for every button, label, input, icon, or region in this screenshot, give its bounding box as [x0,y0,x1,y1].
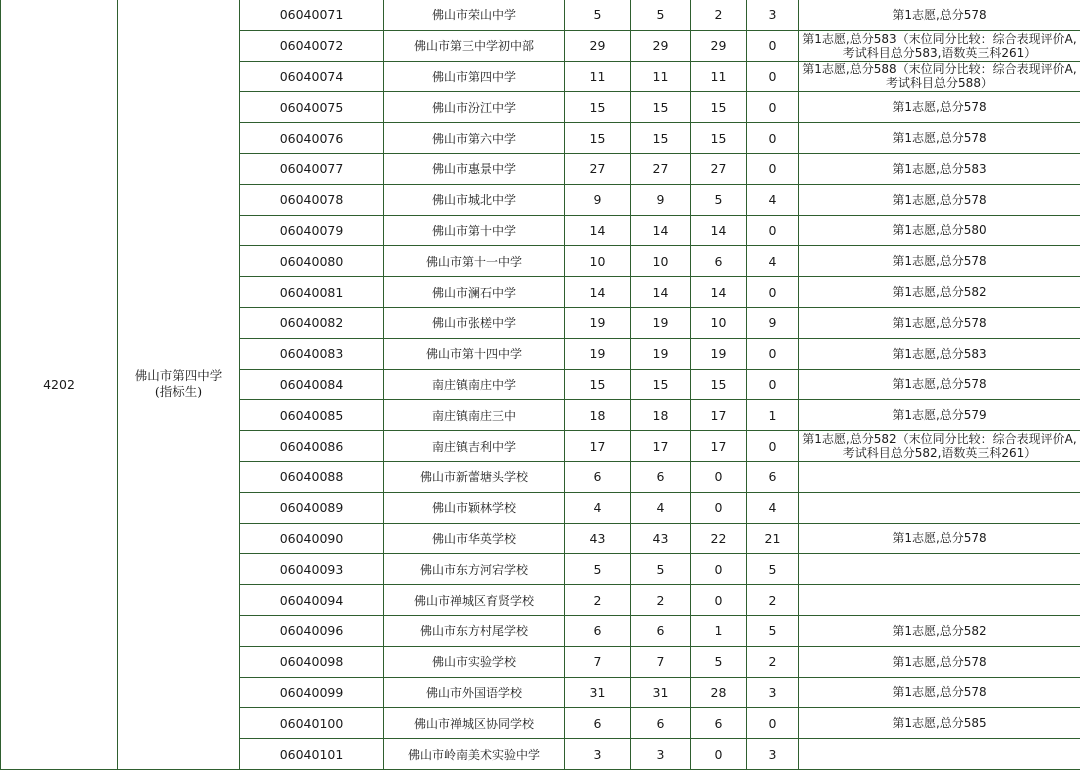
plan-count-cell: 5 [565,0,631,30]
applicant-count-cell: 14 [631,277,691,308]
applicant-count-cell: 6 [631,708,691,739]
remark-line-1: 第1志愿,总分585 [892,716,987,731]
remaining-count-cell: 0 [747,123,799,154]
applicant-count-cell: 15 [631,123,691,154]
batch-code-cell: 4202 [1,0,118,769]
remark-line-1: 第1志愿,总分578 [892,654,987,669]
remaining-count-cell: 0 [747,92,799,123]
plan-count-cell: 31 [565,677,631,708]
school-code-cell: 06040086 [240,431,384,462]
plan-count-cell: 7 [565,646,631,677]
remaining-count-cell: 0 [747,708,799,739]
remark-cell [799,246,1080,277]
admitted-count-cell: 17 [691,431,747,462]
admitted-count-cell: 5 [691,646,747,677]
applicant-count-cell: 5 [631,554,691,585]
school-name-cell: 佛山市澜石中学 [384,277,565,308]
remaining-count-cell: 1 [747,400,799,431]
admitted-count-cell: 15 [691,123,747,154]
remark-line-1: 第1志愿,总分578 [892,685,987,700]
plan-count-cell: 17 [565,431,631,462]
school-name-cell: 佛山市华英学校 [384,523,565,554]
remark-line-1: 第1志愿,总分579 [892,408,987,423]
remark-cell [799,708,1080,739]
remark-cell [799,461,1080,492]
remaining-count-cell: 0 [747,30,799,61]
applicant-count-cell: 7 [631,646,691,677]
remaining-count-cell: 21 [747,523,799,554]
remark-line-1: 第1志愿,总分578 [892,531,987,546]
school-name-cell: 佛山市张槎中学 [384,307,565,338]
school-code-cell: 06040094 [240,585,384,616]
remark-cell [799,61,1080,92]
school-code-cell: 06040079 [240,215,384,246]
remark-line-2: 考试科目总分583,语数英三科261） [842,45,1037,60]
plan-count-cell: 15 [565,123,631,154]
remark-cell [799,369,1080,400]
school-code-cell: 06040101 [240,739,384,770]
remark-cell [799,400,1080,431]
admitted-count-cell: 6 [691,246,747,277]
applicant-count-cell: 2 [631,585,691,616]
plan-count-cell: 3 [565,739,631,770]
school-code-cell: 06040099 [240,677,384,708]
school-name-cell: 佛山市第十中学 [384,215,565,246]
remaining-count-cell: 4 [747,246,799,277]
applicant-count-cell: 6 [631,615,691,646]
admitted-count-cell: 11 [691,61,747,92]
school-name-cell: 佛山市第十一中学 [384,246,565,277]
admitted-count-cell: 10 [691,307,747,338]
applicant-count-cell: 15 [631,92,691,123]
remark-cell [799,92,1080,123]
group-type: (指标生) [154,384,203,400]
plan-count-cell: 4 [565,492,631,523]
plan-count-cell: 10 [565,246,631,277]
school-code-cell: 06040072 [240,30,384,61]
school-code-cell: 06040080 [240,246,384,277]
remark-cell [799,492,1080,523]
applicant-count-cell: 10 [631,246,691,277]
remaining-count-cell: 0 [747,215,799,246]
remark-cell [799,554,1080,585]
admitted-count-cell: 29 [691,30,747,61]
remark-cell [799,0,1080,30]
remark-cell [799,307,1080,338]
remaining-count-cell: 4 [747,184,799,215]
admitted-count-cell: 0 [691,554,747,585]
remark-cell [799,277,1080,308]
remaining-count-cell: 0 [747,277,799,308]
school-code-cell: 06040083 [240,338,384,369]
admitted-count-cell: 27 [691,153,747,184]
school-name-cell: 佛山市第四中学 [384,61,565,92]
remark-line-1: 第1志愿,总分582 [892,285,987,300]
remaining-count-cell: 0 [747,153,799,184]
school-name-cell: 佛山市颖林学校 [384,492,565,523]
remark-line-1: 第1志愿,总分583（末位同分比较：综合表现评价A, [802,31,1077,46]
applicant-count-cell: 14 [631,215,691,246]
admitted-count-cell: 14 [691,277,747,308]
remark-line-1: 第1志愿,总分578 [892,192,987,207]
school-name-cell: 佛山市荣山中学 [384,0,565,30]
school-code-cell: 06040084 [240,369,384,400]
remaining-count-cell: 2 [747,646,799,677]
group-name: 佛山市第四中学 [134,368,223,384]
school-code-cell: 06040089 [240,492,384,523]
remaining-count-cell: 0 [747,61,799,92]
school-name-cell: 佛山市惠景中学 [384,153,565,184]
admitted-count-cell: 0 [691,585,747,616]
remaining-count-cell: 3 [747,739,799,770]
school-code-cell: 06040081 [240,277,384,308]
school-name-cell: 佛山市汾江中学 [384,92,565,123]
plan-count-cell: 19 [565,338,631,369]
remaining-count-cell: 5 [747,554,799,585]
school-code-cell: 06040098 [240,646,384,677]
remark-cell [799,153,1080,184]
admitted-count-cell: 15 [691,92,747,123]
remark-cell [799,30,1080,61]
school-code-cell: 06040076 [240,123,384,154]
remaining-count-cell: 0 [747,431,799,462]
remark-line-1: 第1志愿,总分578 [892,7,987,22]
school-code-cell: 06040096 [240,615,384,646]
remark-cell [799,585,1080,616]
school-code-cell: 06040093 [240,554,384,585]
remark-cell [799,123,1080,154]
remark-line-1: 第1志愿,总分580 [892,223,987,238]
school-name-cell: 佛山市第十四中学 [384,338,565,369]
applicant-count-cell: 19 [631,307,691,338]
plan-count-cell: 9 [565,184,631,215]
remark-line-1: 第1志愿,总分578 [892,100,987,115]
school-code-cell: 06040075 [240,92,384,123]
remaining-count-cell: 0 [747,369,799,400]
remaining-count-cell: 2 [747,585,799,616]
remaining-count-cell: 4 [747,492,799,523]
remark-line-1: 第1志愿,总分583 [892,161,987,176]
admitted-count-cell: 0 [691,461,747,492]
remark-line-1: 第1志愿,总分582（末位同分比较：综合表现评价A, [802,432,1077,447]
plan-count-cell: 43 [565,523,631,554]
school-code-cell: 06040090 [240,523,384,554]
remaining-count-cell: 3 [747,0,799,30]
plan-count-cell: 6 [565,708,631,739]
admitted-count-cell: 1 [691,615,747,646]
school-name-cell: 南庄镇南庄三中 [384,400,565,431]
applicant-count-cell: 3 [631,739,691,770]
admitted-count-cell: 28 [691,677,747,708]
plan-count-cell: 29 [565,30,631,61]
admitted-count-cell: 17 [691,400,747,431]
school-code-cell: 06040078 [240,184,384,215]
applicant-count-cell: 4 [631,492,691,523]
remark-cell [799,739,1080,770]
school-code-cell: 06040088 [240,461,384,492]
remark-cell [799,615,1080,646]
school-name-cell: 佛山市岭南美术实验中学 [384,739,565,770]
remark-line-1: 第1志愿,总分582 [892,623,987,638]
admitted-count-cell: 19 [691,338,747,369]
school-name-cell: 佛山市外国语学校 [384,677,565,708]
plan-count-cell: 11 [565,61,631,92]
applicant-count-cell: 31 [631,677,691,708]
remark-cell [799,646,1080,677]
school-name-cell: 佛山市东方村尾学校 [384,615,565,646]
plan-count-cell: 6 [565,615,631,646]
school-name-cell: 佛山市实验学校 [384,646,565,677]
plan-count-cell: 27 [565,153,631,184]
school-code-cell: 06040100 [240,708,384,739]
applicant-count-cell: 18 [631,400,691,431]
admitted-count-cell: 5 [691,184,747,215]
remark-cell [799,431,1080,462]
plan-count-cell: 14 [565,277,631,308]
admitted-count-cell: 2 [691,0,747,30]
remaining-count-cell: 9 [747,307,799,338]
applicant-count-cell: 5 [631,0,691,30]
applicant-count-cell: 19 [631,338,691,369]
school-name-cell: 佛山市禅城区协同学校 [384,708,565,739]
admitted-count-cell: 15 [691,369,747,400]
remaining-count-cell: 6 [747,461,799,492]
school-name-cell: 佛山市新蕾塘头学校 [384,461,565,492]
remaining-count-cell: 0 [747,338,799,369]
remark-cell [799,523,1080,554]
remark-cell [799,338,1080,369]
admission-group-cell [118,0,240,769]
applicant-count-cell: 9 [631,184,691,215]
school-code-cell: 06040074 [240,61,384,92]
plan-count-cell: 18 [565,400,631,431]
remark-line-1: 第1志愿,总分578 [892,254,987,269]
admitted-count-cell: 0 [691,492,747,523]
plan-count-cell: 6 [565,461,631,492]
school-code-cell: 06040085 [240,400,384,431]
applicant-count-cell: 27 [631,153,691,184]
admitted-count-cell: 22 [691,523,747,554]
school-name-cell: 佛山市第三中学初中部 [384,30,565,61]
remaining-count-cell: 3 [747,677,799,708]
school-code-cell: 06040071 [240,0,384,30]
plan-count-cell: 15 [565,92,631,123]
plan-count-cell: 14 [565,215,631,246]
school-name-cell: 南庄镇南庄中学 [384,369,565,400]
applicant-count-cell: 11 [631,61,691,92]
school-name-cell: 佛山市禅城区育贤学校 [384,585,565,616]
admitted-count-cell: 6 [691,708,747,739]
applicant-count-cell: 15 [631,369,691,400]
school-name-cell: 佛山市东方河宕学校 [384,554,565,585]
remark-line-1: 第1志愿,总分583 [892,346,987,361]
remark-line-1: 第1志愿,总分588（末位同分比较：综合表现评价A, [802,62,1077,77]
admitted-count-cell: 0 [691,739,747,770]
school-code-cell: 06040082 [240,307,384,338]
remark-line-1: 第1志愿,总分578 [892,377,987,392]
remark-line-1: 第1志愿,总分578 [892,315,987,330]
school-name-cell: 佛山市第六中学 [384,123,565,154]
school-name-cell: 佛山市城北中学 [384,184,565,215]
school-name-cell: 南庄镇吉利中学 [384,431,565,462]
plan-count-cell: 2 [565,585,631,616]
applicant-count-cell: 43 [631,523,691,554]
plan-count-cell: 15 [565,369,631,400]
remark-cell [799,215,1080,246]
remark-line-1: 第1志愿,总分578 [892,131,987,146]
remark-line-2: 考试科目总分588） [886,76,993,91]
applicant-count-cell: 6 [631,461,691,492]
remark-cell [799,184,1080,215]
plan-count-cell: 5 [565,554,631,585]
plan-count-cell: 19 [565,307,631,338]
remark-line-2: 考试科目总分582,语数英三科261） [842,446,1037,461]
applicant-count-cell: 29 [631,30,691,61]
remaining-count-cell: 5 [747,615,799,646]
table-row [1,0,1080,30]
admitted-count-cell: 14 [691,215,747,246]
applicant-count-cell: 17 [631,431,691,462]
remark-cell [799,677,1080,708]
school-code-cell: 06040077 [240,153,384,184]
